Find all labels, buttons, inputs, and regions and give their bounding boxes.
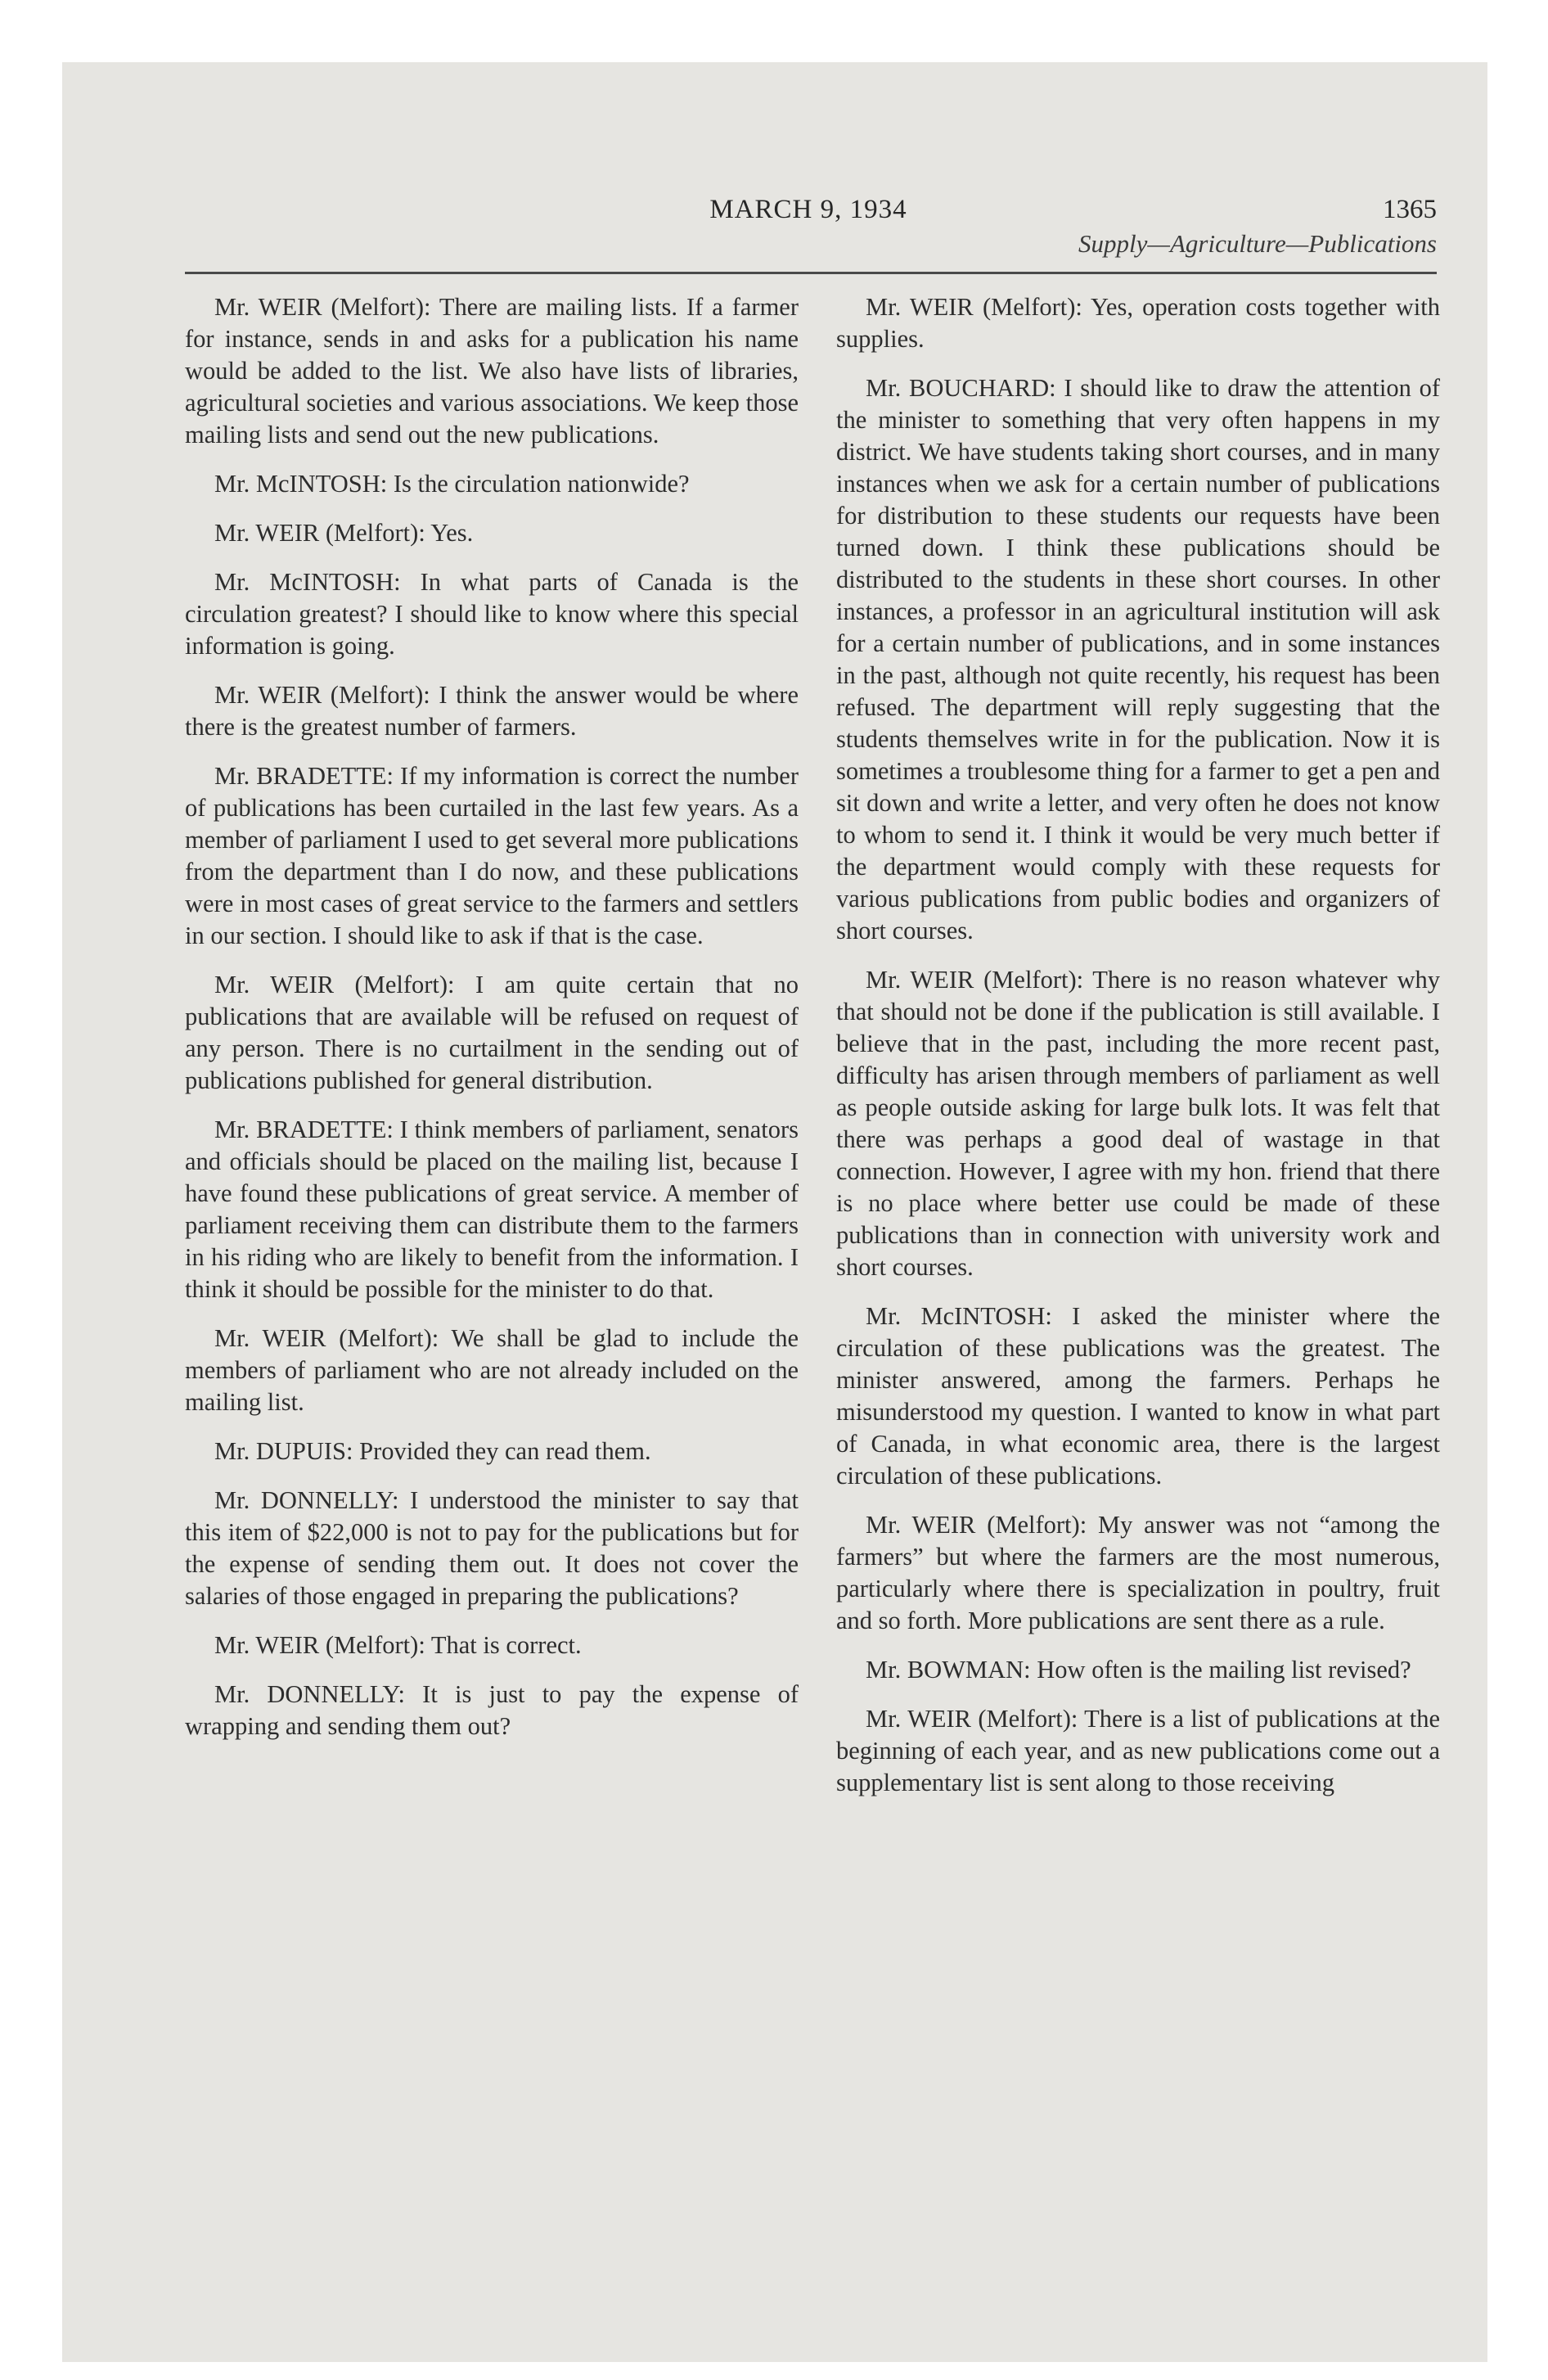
right-column [836, 291, 1440, 1816]
paragraph: Mr. DUPUIS: Provided they can read them. [214, 1437, 651, 1465]
paragraph: Mr. McINTOSH: Is the circulation nationwide? [214, 470, 690, 498]
paragraph: Mr. BRADETTE: I think members of parliament, senators and officials should be placed on the mailing list, because I have found these publications of great service. A member of parliament receiving them can distribute them to the farmers in his riding who are likely to benefit from the information. I think it should be possible for the minister to do that. [185, 1116, 799, 1303]
page-number: 1365 [1383, 195, 1437, 224]
paragraph: Mr. WEIR (Melfort): I think the answer would be where there is the greatest number of farmers. [185, 681, 799, 741]
paragraph: Mr. DONNELLY: It is just to pay the expense of wrapping and sending them out? [185, 1680, 799, 1740]
paragraph: Mr. WEIR (Melfort): Yes. [214, 519, 474, 547]
paragraph: Mr. WEIR (Melfort): That is correct. [214, 1631, 582, 1659]
left-column [185, 291, 799, 1760]
paragraph: Mr. WEIR (Melfort): We shall be glad to include the members of parliament who are not already included on the mailing list. [185, 1324, 799, 1416]
paragraph: Mr. BOUCHARD: I should like to draw the attention of the minister to something that very often happens in my district. We have students taking short courses, and in many instances when we ask for a certain number of publications for distribution to these students our requests have been turned down. I think these publications should be distributed to the students in these short courses. In other instances, a professor in an agricultural institution will ask for a certain number of publications, and in some instances in the past, although not quite recently, his request has been refused. The department will reply suggesting that the students themselves write in for the publication. Now it is sometimes a troublesome thing for a farmer to get a pen and sit down and write a letter, and very often he does not know to whom to send it. I think it would be very much better if the department would comply with these requests for various publications from public bodies and organizers of short courses. [836, 374, 1440, 944]
paragraph: Mr. DONNELLY: I understood the minister to say that this item of $22,000 is not to pay for the publications but for the expense of sending them out. It does not cover the salaries of those engaged in preparing the publications? [185, 1486, 799, 1610]
paragraph: Mr. WEIR (Melfort): There is a list of publications at the beginning of each year, and as new publications come out a supplementary list is sent along to those receiving [836, 1705, 1440, 1796]
header-rule [185, 272, 1437, 274]
paragraph: Mr. WEIR (Melfort): There is no reason whatever why that should not be done if the publication is still available. I believe that in the past, including the more recent past, difficulty has arisen through members of parliament as well as people outside asking for large bulk lots. It was felt that there was perhaps a good deal of wastage in that connection. However, I agree with my hon. friend that there is no place where better use could be made of these publications than in connection with university work and short courses. [836, 966, 1440, 1281]
page-header [180, 137, 1437, 268]
paragraph: Mr. WEIR (Melfort): There are mailing lists. If a farmer for instance, sends in and asks for a publication his name would be added to the list. We also have lists of libraries, agricultural societies and various associations. We keep those mailing lists and send out the new publications. [185, 293, 799, 449]
paragraph: Mr. McINTOSH: I asked the minister where the circulation of these publications was the greatest. The minister answered, among the farmers. Perhaps he misunderstood my question. I wanted to know in what part of Canada, in what economic area, there is the largest circulation of these publications. [836, 1302, 1440, 1490]
paragraph: Mr. BRADETTE: If my information is correct the number of publications has been curtailed in the last few years. As a member of parliament I used to get several more publications from the department than I do now, and these publications were in most cases of great service to the farmers and settlers in our section. I should like to ask if that is the case. [185, 762, 799, 949]
paragraph: Mr. WEIR (Melfort): I am quite certain that no publications that are available will be refused on request of any person. There is no curtailment in the sending out of publications published for general distribution. [185, 971, 799, 1094]
paragraph: Mr. McINTOSH: In what parts of Canada is the circulation greatest? I should like to know where this special information is going. [185, 568, 799, 660]
paragraph: Mr. BOWMAN: How often is the mailing list revised? [866, 1656, 1411, 1684]
paragraph: Mr. WEIR (Melfort): My answer was not “among the farmers” but where the farmers are the most numerous, particularly where there is specialization in poultry, fruit and so forth. More publications are sent there as a rule. [836, 1511, 1440, 1634]
scanned-page [62, 62, 1487, 2362]
page-date: MARCH 9, 1934 [709, 195, 907, 224]
running-subject: Supply—Agriculture—Publications [1078, 229, 1437, 258]
paragraph: Mr. WEIR (Melfort): Yes, operation costs together with supplies. [836, 293, 1440, 353]
